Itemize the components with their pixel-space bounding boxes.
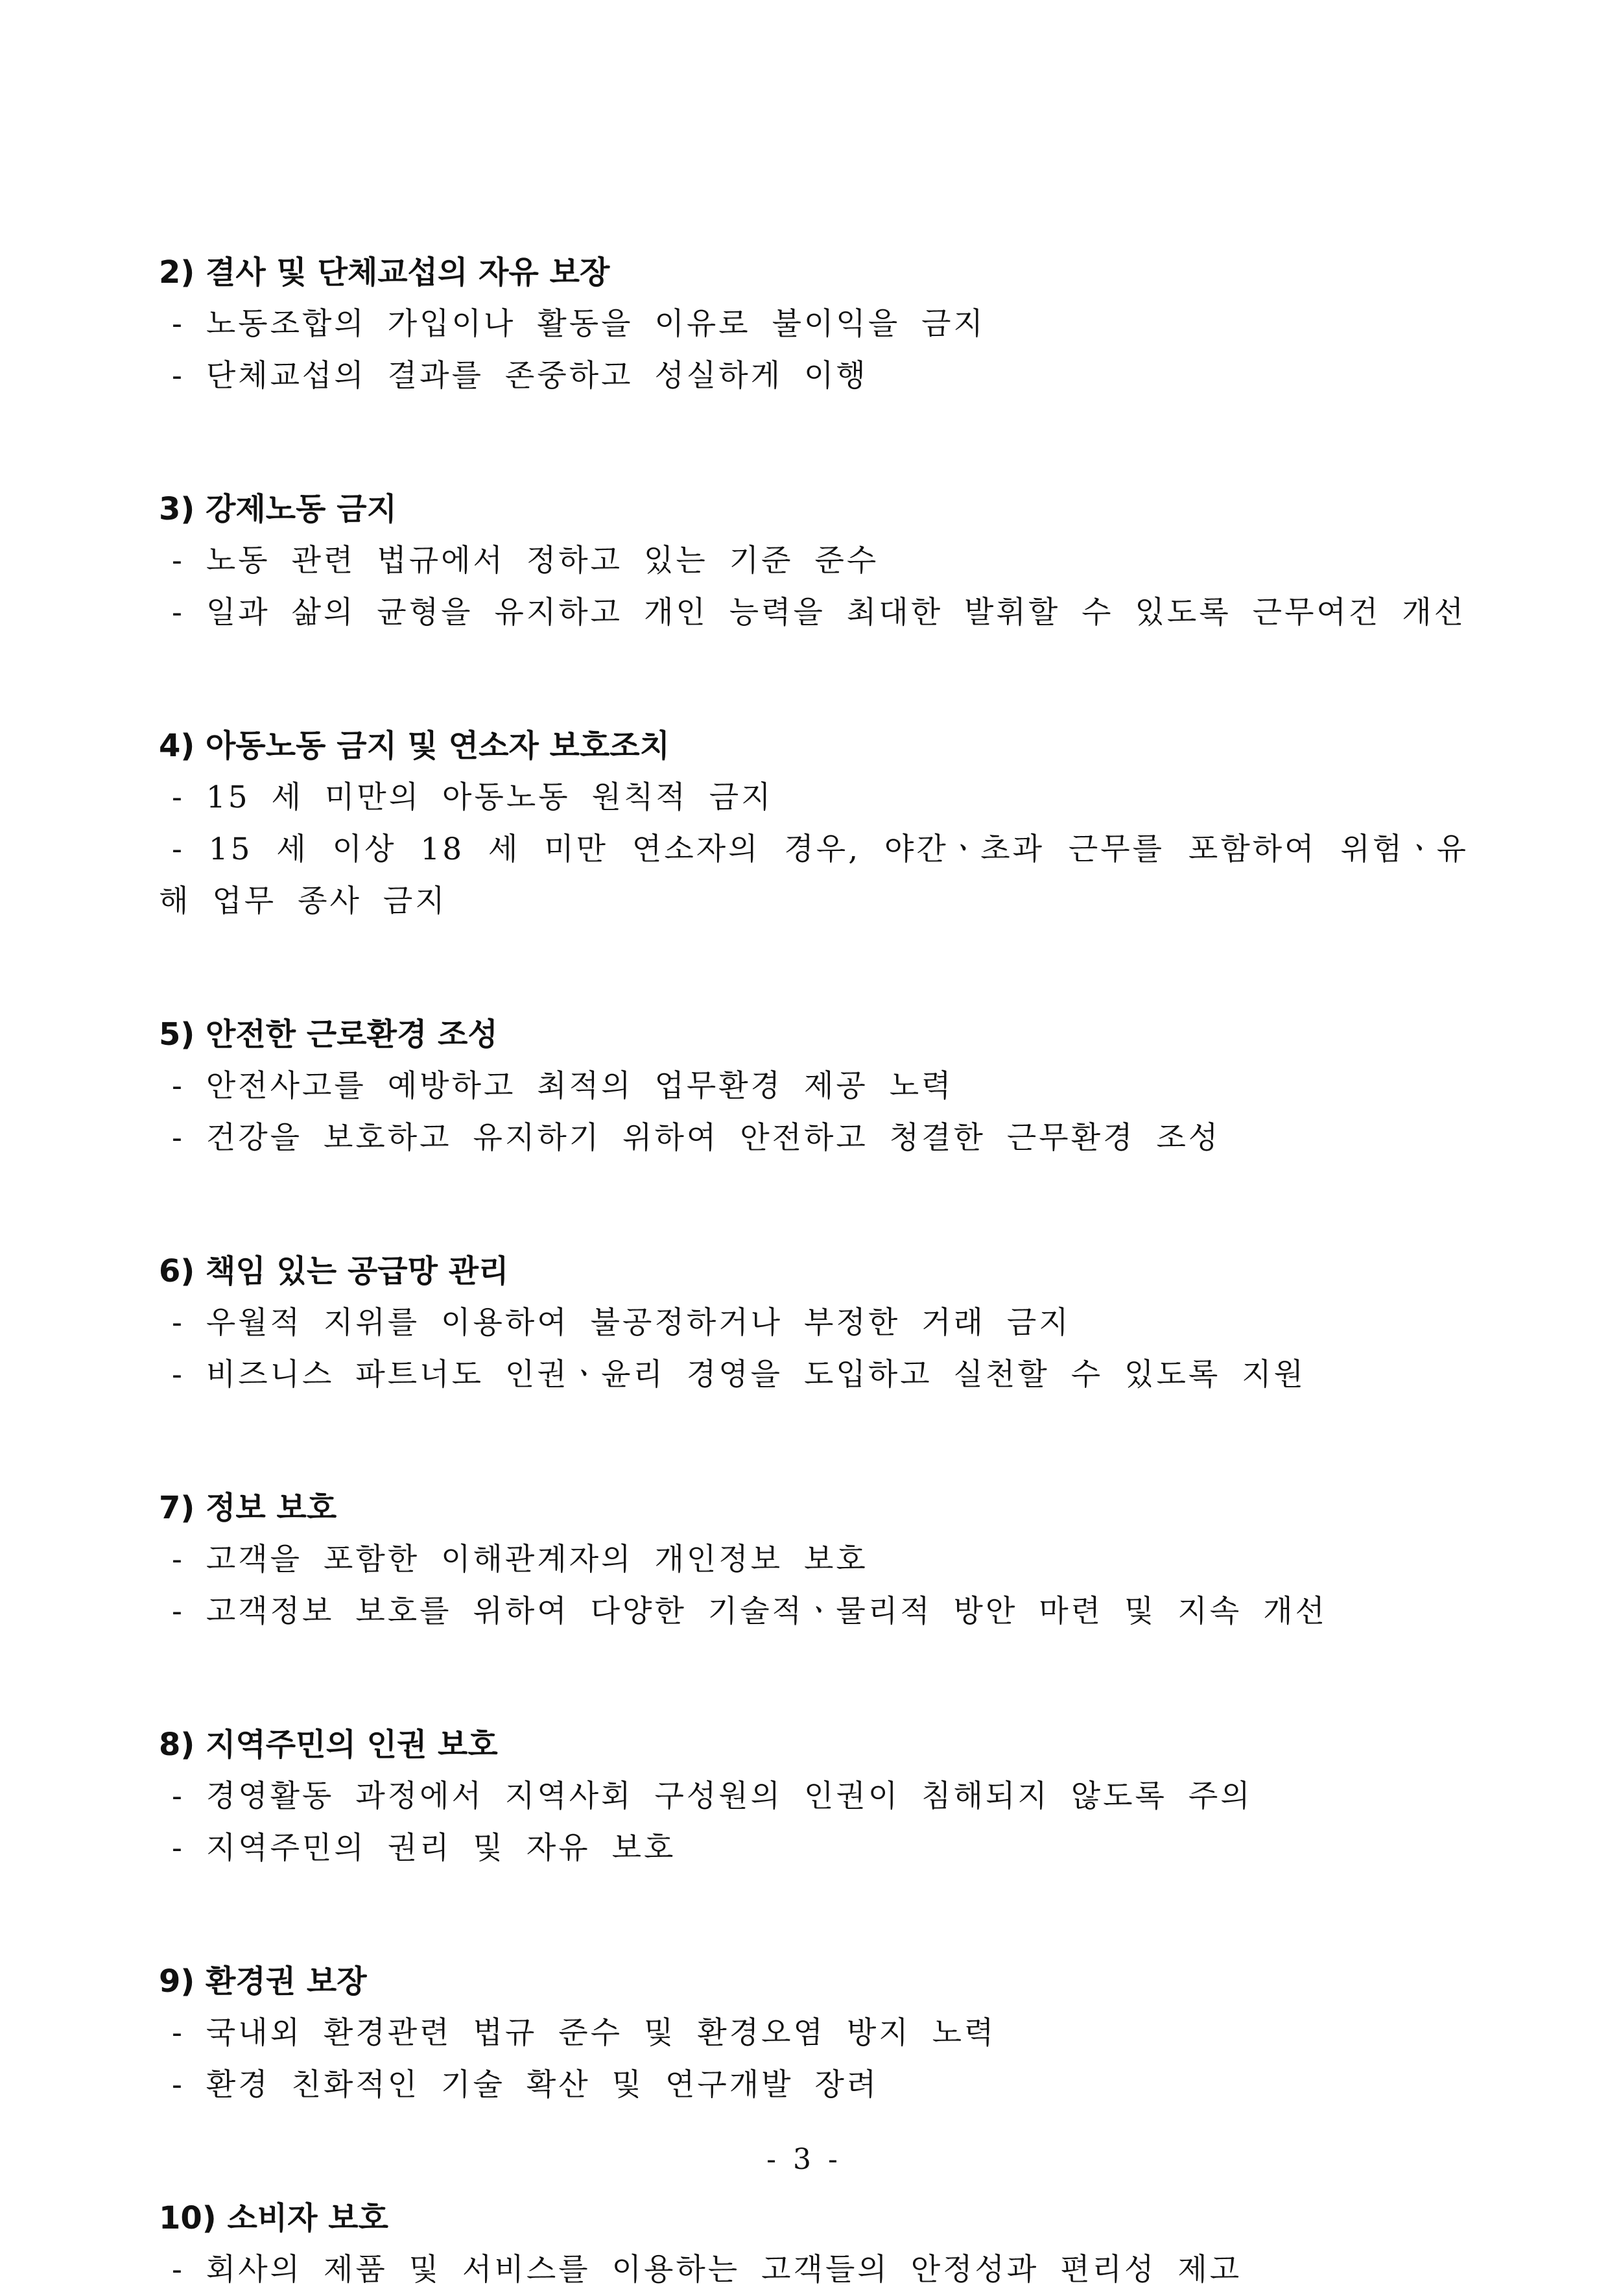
- list-item: - 15 세 이상 18 세 미만 연소자의 경우, 야간ㆍ초과 근무를 포함하여 위험ㆍ유해 업무 종사 금지: [159, 831, 1469, 919]
- section-environmental-rights: [159, 1955, 1469, 2111]
- list-item: - 단체교섭의 결과를 존중하고 성실하게 이행: [172, 358, 868, 394]
- section-supply-chain: [159, 1245, 1469, 1401]
- section-heading: 5) 안전한 근로환경 조성: [159, 1016, 498, 1053]
- section-heading: 6) 책임 있는 공급망 관리: [159, 1253, 509, 1289]
- list-item: - 경영활동 과정에서 지역사회 구성원의 인권이 침해되지 않도록 주의: [172, 1778, 1253, 1814]
- section-consumer-protection: [159, 2192, 1469, 2296]
- list-item: - 지역주민의 권리 및 자유 보호: [172, 1830, 676, 1866]
- document-body: [159, 246, 1469, 2296]
- list-item: - 고객정보 보호를 위하여 다양한 기술적ㆍ물리적 방안 마련 및 지속 개선: [172, 1594, 1327, 1629]
- section-safe-workplace: [159, 1009, 1469, 1164]
- list-item: - 고객을 포함한 이해관계자의 개인정보 보호: [172, 1542, 868, 1577]
- section-heading: 8) 지역주민의 인권 보호: [159, 1727, 498, 1763]
- list-item: - 안전사고를 예방하고 최적의 업무환경 제공 노력: [172, 1068, 954, 1104]
- section-forced-labor: [159, 483, 1469, 639]
- list-item: - 환경 친화적인 기술 확산 및 연구개발 장려: [172, 2067, 879, 2103]
- section-heading: 9) 환경권 보장: [159, 1963, 367, 2000]
- section-heading: 4) 아동노동 금지 및 연소자 보호조치: [159, 728, 670, 764]
- page-number: - 3 -: [766, 2143, 842, 2176]
- list-item: - 일과 삶의 균형을 유지하고 개인 능력을 최대한 발휘할 수 있도록 근무여건 개선: [172, 595, 1467, 630]
- list-item: - 노동조합의 가입이나 활동을 이유로 불이익을 금지: [172, 306, 986, 342]
- list-item: - 비즈니스 파트너도 인권ㆍ윤리 경영을 도입하고 실천할 수 있도록 지원: [172, 1357, 1306, 1393]
- section-heading: 10) 소비자 보호: [159, 2200, 388, 2236]
- list-item: - 회사의 제품 및 서비스를 이용하는 고객들의 안정성과 편리성 제고: [172, 2252, 1242, 2288]
- list-item: - 건강을 보호하고 유지하기 위하여 안전하고 청결한 근무환경 조성: [172, 1120, 1221, 1156]
- section-child-labor: [159, 720, 1469, 927]
- section-freedom-of-association: [159, 246, 1469, 402]
- list-item: - 15 세 미만의 아동노동 원칙적 금지: [172, 780, 774, 815]
- list-item: - 국내외 환경관련 법규 준수 및 환경오염 방지 노력: [172, 2015, 997, 2051]
- section-heading: 2) 결사 및 단체교섭의 자유 보장: [159, 254, 610, 291]
- section-information-protection: [159, 1482, 1469, 1638]
- section-heading: 7) 정보 보호: [159, 1490, 337, 1526]
- list-item: - 노동 관련 법규에서 정하고 있는 기준 준수: [172, 543, 879, 579]
- list-item: - 우월적 지위를 이용하여 불공정하거나 부정한 거래 금지: [172, 1305, 1071, 1341]
- section-heading: 3) 강제노동 금지: [159, 491, 397, 527]
- section-local-residents: [159, 1719, 1469, 1874]
